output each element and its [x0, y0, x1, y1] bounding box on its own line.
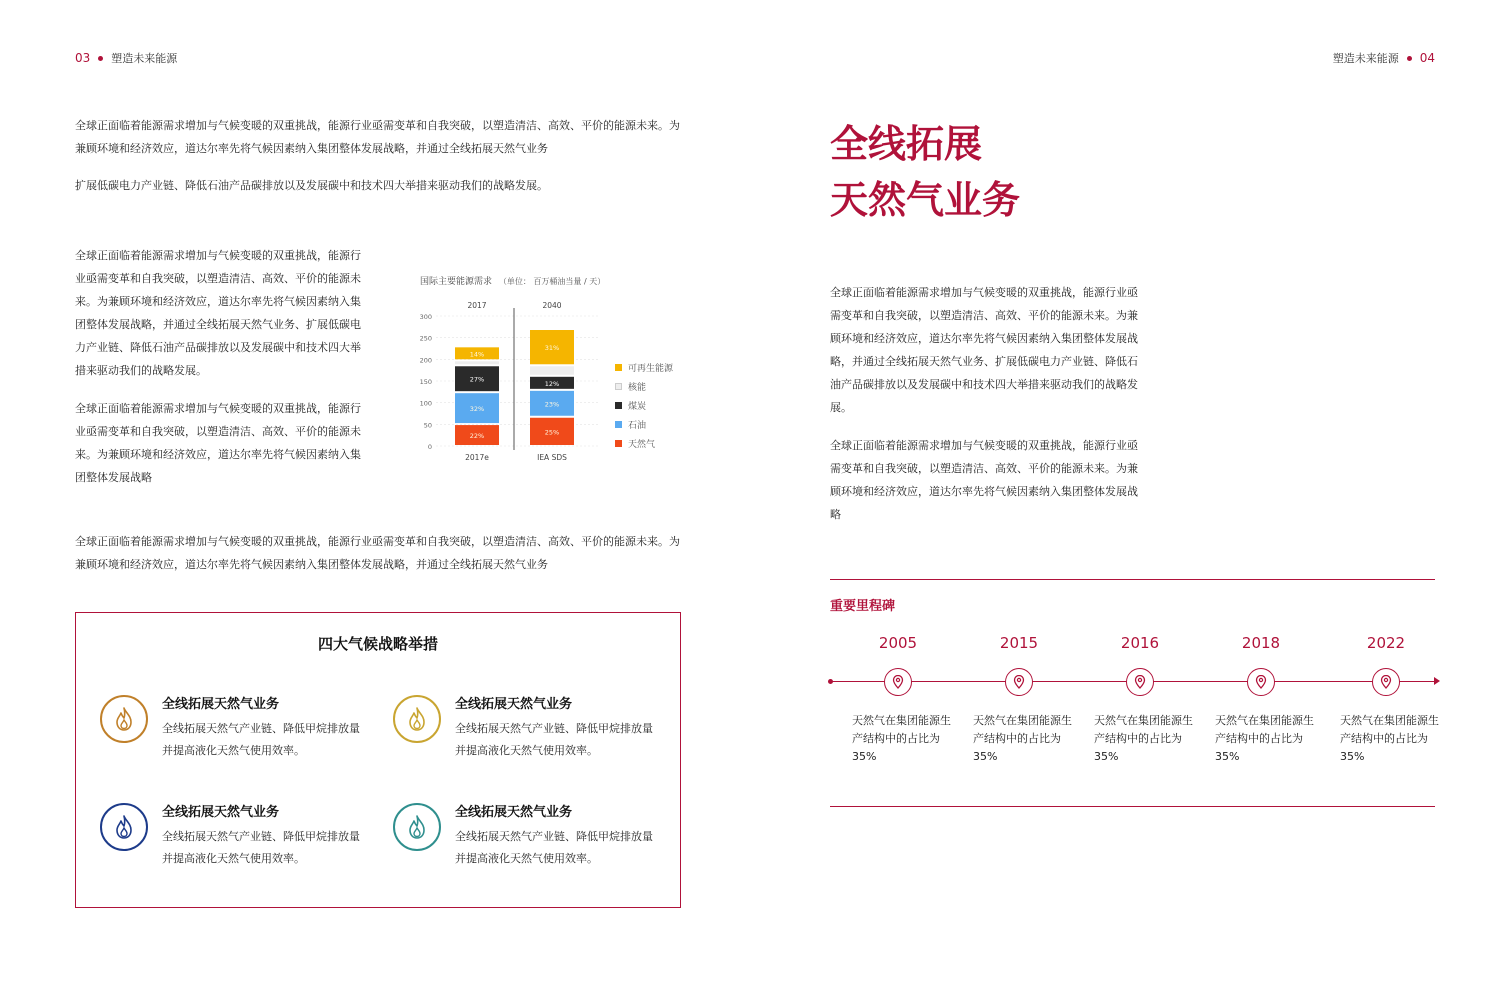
- legend-label: 核能: [628, 383, 647, 393]
- y-tick-label: 150: [419, 378, 432, 386]
- page-title-line1: 全线拓展: [830, 122, 983, 166]
- strategy-item: [393, 801, 655, 870]
- legend-swatch: [615, 440, 622, 447]
- legend-item: [615, 396, 673, 415]
- page-title-line2: 天然气业务: [830, 178, 1021, 222]
- strategy-item-title: 全线拓展天然气业务: [162, 697, 280, 712]
- location-pin-icon: [1005, 668, 1033, 696]
- header-dot: [98, 56, 103, 61]
- flame-icon: [100, 803, 148, 851]
- page-title: [830, 118, 1020, 226]
- milestone-year: 2015: [999, 634, 1039, 652]
- chart-unit: （单位： 百万桶油当量 / 天）: [498, 277, 606, 286]
- chart-title: 国际主要能源需求: [420, 277, 493, 287]
- milestone-year: 2022: [1366, 634, 1406, 652]
- strategy-box: [75, 612, 681, 908]
- intro-paragraph-2: 扩展低碳电力产业链、降低石油产品碳排放以及发展碳中和技术四大举措来驱动我们的战略发展。: [75, 179, 548, 192]
- y-tick-label: 200: [419, 356, 432, 365]
- flame-icon: [100, 695, 148, 743]
- milestone-text: 天然气在集团能源生产结构中的占比为 35%: [1094, 714, 1193, 763]
- legend-label: 可再生能源: [628, 364, 674, 374]
- data-label: 14%: [469, 350, 485, 359]
- chart-legend: [615, 358, 673, 453]
- milestone-year: 2016: [1120, 634, 1160, 652]
- milestone-text: 天然气在集团能源生产结构中的占比为 35%: [1215, 714, 1314, 763]
- location-pin-icon: [884, 668, 912, 696]
- strategy-item-desc: 全线拓展天然气产业链、降低甲烷排放量并提高液化天然气使用效率。: [455, 722, 653, 757]
- strategy-item-desc: 全线拓展天然气产业链、降低甲烷排放量并提高液化天然气使用效率。: [162, 722, 360, 757]
- data-label: 31%: [544, 344, 560, 353]
- strategy-item-desc: 全线拓展天然气产业链、降低甲烷排放量并提高液化天然气使用效率。: [162, 830, 360, 865]
- milestone-text: 天然气在集团能源生产结构中的占比为 35%: [852, 714, 951, 763]
- strategy-item: [393, 693, 655, 762]
- timeline-arrow-icon: [1434, 677, 1440, 685]
- milestone-year: 2018: [1241, 634, 1281, 652]
- y-tick-label: 50: [423, 421, 432, 430]
- timeline-start-dot: [828, 679, 833, 684]
- location-pin-icon: [1247, 668, 1275, 696]
- column-header: 2017: [467, 301, 487, 310]
- legend-item: [615, 377, 673, 396]
- strategy-item: [100, 693, 362, 762]
- legend-swatch: [615, 402, 622, 409]
- data-label: 32%: [469, 405, 485, 414]
- y-tick-label: 250: [419, 334, 432, 343]
- y-tick-label: 300: [419, 313, 432, 321]
- x-tick-label: IEA SDS: [537, 453, 567, 462]
- column-header: 2040: [542, 301, 562, 310]
- location-pin-icon: [1126, 668, 1154, 696]
- page-number: 04: [1419, 51, 1435, 65]
- legend-swatch: [615, 421, 622, 428]
- page-number: 03: [75, 51, 91, 65]
- legend-label: 石油: [628, 421, 647, 431]
- flame-icon: [393, 803, 441, 851]
- box-title: 四大气候战略举措: [317, 635, 438, 653]
- milestone-text: 天然气在集团能源生产结构中的占比为 35%: [1340, 714, 1439, 763]
- data-label: 25%: [544, 428, 560, 437]
- bar-segment: [455, 361, 499, 364]
- milestones-title: 重要里程碑: [830, 599, 896, 614]
- right-paragraph: 全球正面临着能源需求增加与气候变暖的双重挑战，能源行业亟需变革和自我突破，以塑造清洁、高效、平价的能源未来。为兼顾环境和经济效应，道达尔率先将气候因素纳入集团整体发展战略，并通过全线拓展天然气业务、扩展低碳电力产业链、降低石油产品碳排放以及发展碳中和技术四大举措来驱动我们的战略发展。: [830, 286, 1138, 414]
- strategy-item-title: 全线拓展天然气业务: [455, 697, 573, 712]
- strategy-item-title: 全线拓展天然气业务: [455, 805, 573, 820]
- strategy-item-title: 全线拓展天然气业务: [162, 805, 280, 820]
- bottom-paragraph: 全球正面临着能源需求增加与气候变暖的双重挑战，能源行业亟需变革和自我突破，以塑造清洁、高效、平价的能源未来。为兼顾环境和经济效应，道达尔率先将气候因素纳入集团整体发展战略，并通过全线拓展天然气业务: [75, 535, 680, 571]
- legend-label: 煤炭: [628, 402, 647, 412]
- strategy-item-desc: 全线拓展天然气产业链、降低甲烷排放量并提高液化天然气使用效率。: [455, 830, 653, 865]
- location-pin-icon: [1372, 668, 1400, 696]
- y-tick-label: 0: [427, 443, 432, 451]
- column-paragraph: 全球正面临着能源需求增加与气候变暖的双重挑战，能源行业亟需变革和自我突破，以塑造清洁、高效、平价的能源未来。为兼顾环境和经济效应，道达尔率先将气候因素纳入集团整体发展战略，并通过全线拓展天然气业务、扩展低碳电力产业链、降低石油产品碳排放以及发展碳中和技术四大举措来驱动我们的战略发展。: [75, 249, 361, 377]
- data-label: 27%: [469, 375, 485, 384]
- left-page-header: [75, 50, 177, 66]
- milestone-year: 2005: [878, 634, 918, 652]
- data-label: 23%: [544, 400, 560, 409]
- legend-item: [615, 434, 673, 453]
- flame-icon: [393, 695, 441, 743]
- x-tick-label: 2017e: [465, 453, 489, 462]
- right-page-header: [1333, 50, 1435, 66]
- bar-segment: [530, 366, 574, 375]
- milestone-bottom-rule: [830, 806, 1435, 807]
- section-name: 塑造未来能源: [111, 52, 178, 65]
- intro-paragraph: 全球正面临着能源需求增加与气候变暖的双重挑战，能源行业亟需变革和自我突破，以塑造清洁、高效、平价的能源未来。为兼顾环境和经济效应，道达尔率先将气候因素纳入集团整体发展战略，并通过全线拓展天然气业务: [75, 119, 680, 155]
- milestone-top-rule: [830, 579, 1435, 580]
- y-tick-label: 100: [419, 399, 432, 408]
- legend-item: [615, 415, 673, 434]
- legend-swatch: [615, 383, 622, 390]
- strategy-item: [100, 801, 362, 870]
- data-label: 12%: [544, 379, 560, 388]
- header-dot: [1407, 56, 1412, 61]
- right-paragraph-2: 全球正面临着能源需求增加与气候变暖的双重挑战，能源行业亟需变革和自我突破，以塑造清洁、高效、平价的能源未来。为兼顾环境和经济效应，道达尔率先将气候因素纳入集团整体发展战略: [830, 439, 1138, 521]
- section-name: 塑造未来能源: [1332, 52, 1399, 65]
- milestone-text: 天然气在集团能源生产结构中的占比为 35%: [973, 714, 1072, 763]
- legend-swatch: [615, 364, 622, 371]
- column-paragraph-2: 全球正面临着能源需求增加与气候变暖的双重挑战，能源行业亟需变革和自我突破，以塑造清洁、高效、平价的能源未来。为兼顾环境和经济效应，道达尔率先将气候因素纳入集团整体发展战略: [75, 402, 361, 484]
- legend-item: [615, 358, 673, 377]
- data-label: 22%: [469, 432, 485, 441]
- energy-demand-chart: [410, 268, 700, 468]
- legend-label: 天然气: [628, 440, 656, 450]
